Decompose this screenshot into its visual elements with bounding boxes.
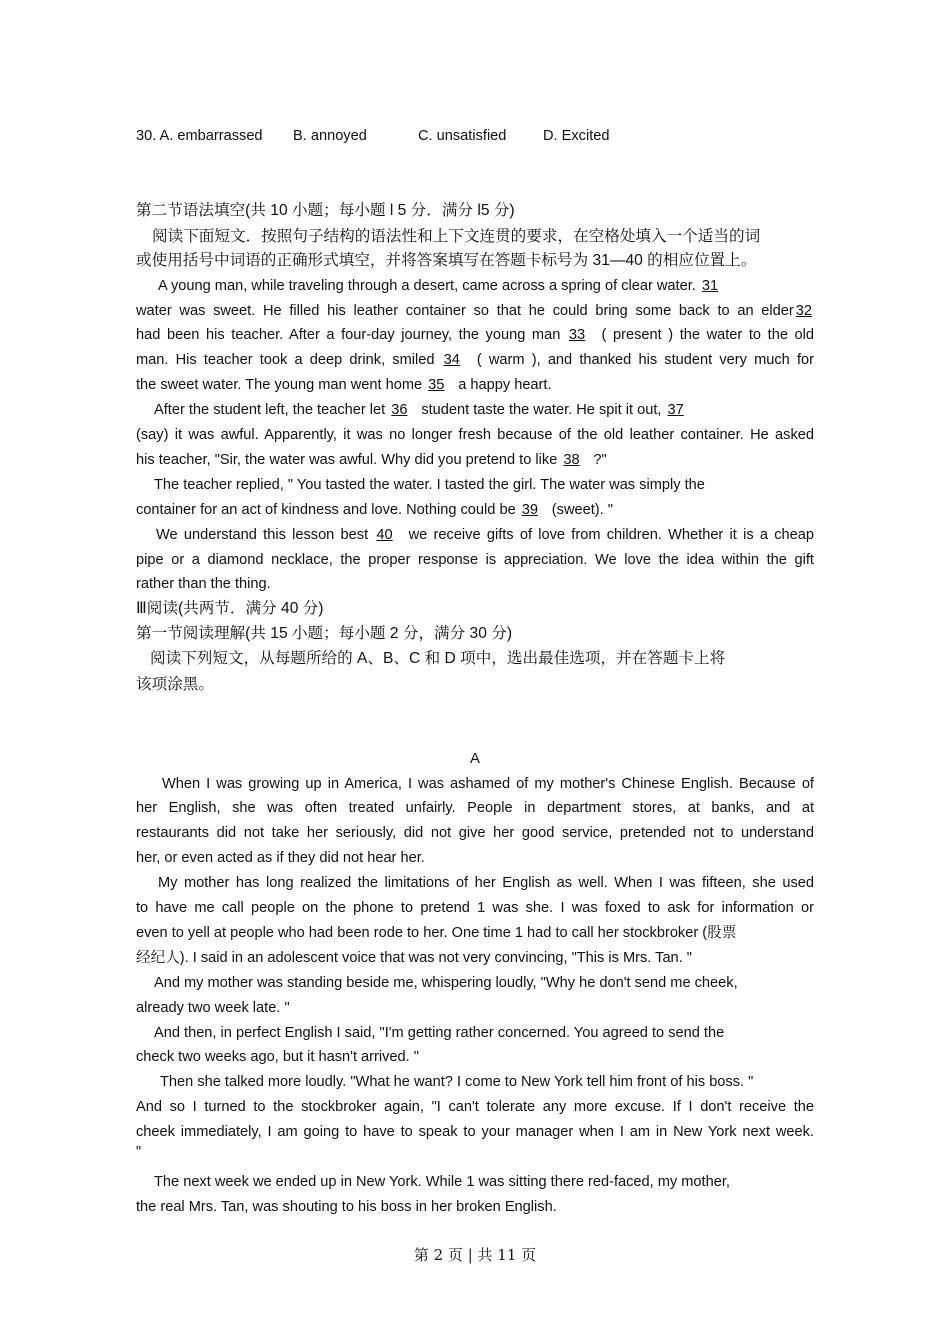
reading-part-heading: Ⅲ阅读(共两节．满分 40 分) bbox=[136, 600, 324, 617]
blank-35[interactable]: 35 bbox=[428, 377, 445, 393]
q30-option-a: 30. A. embarrassed bbox=[136, 128, 263, 144]
grammar-line-10: container for an act of kindness and love. Nothing could be 39 (sweet). " bbox=[136, 502, 613, 518]
grammar-line-7: (say) it was awful. Apparently, it was no longer fresh because of the old leather container. He asked bbox=[136, 427, 814, 443]
passage-line-18: the real Mrs. Tan, was shouting to his boss in her broken English. bbox=[136, 1199, 557, 1215]
grammar-line-9: The teacher replied, " You tasted the water. I tasted the girl. The water was simply the bbox=[154, 477, 705, 493]
grammar-heading: 第二节语法填空(共 10 小题；每小题 l 5 分．满分 l5 分) bbox=[136, 202, 515, 219]
q30-option-d: D. Excited bbox=[543, 128, 610, 144]
passage-line-8: 经纪人). I said in an adolescent voice that was not very convincing, "This is Mrs. Tan. " bbox=[136, 950, 692, 966]
grammar-line-8: his teacher, "Sir, the water was awful. Why did you pretend to like 38 ?" bbox=[136, 452, 607, 468]
passage-line-16: " bbox=[136, 1144, 142, 1160]
passage-line-14: And so I turned to the stockbroker again, "I can't tolerate any more excuse. If I don't receive the bbox=[136, 1099, 814, 1115]
passage-line-13: Then she talked more loudly. "What he want? I come to New York tell him front of his boss. " bbox=[160, 1074, 754, 1090]
blank-38[interactable]: 38 bbox=[563, 452, 580, 468]
grammar-instruction-1: 阅读下面短文．按照句子结构的语法性和上下文连贯的要求，在空格处填入一个适当的词 bbox=[152, 228, 761, 245]
blank-39[interactable]: 39 bbox=[521, 502, 538, 518]
blank-40[interactable]: 40 bbox=[376, 527, 393, 543]
passage-line-12: check two weeks ago, but it hasn't arrived. " bbox=[136, 1049, 419, 1065]
passage-line-11: And then, in perfect English I said, "I'm getting rather concerned. You agreed to send the bbox=[154, 1025, 725, 1041]
reading-section-heading: 第一节阅读理解(共 15 小题；每小题 2 分，满分 30 分) bbox=[136, 625, 513, 642]
passage-line-17: The next week we ended up in New York. While 1 was sitting there red-faced, my mother, bbox=[154, 1174, 730, 1190]
passage-label: A bbox=[470, 751, 480, 767]
grammar-line-11: We understand this lesson best 40 we receive gifts of love from children. Whether it is a cheap bbox=[156, 527, 814, 543]
q30-options bbox=[136, 126, 814, 146]
passage-line-2: her English, she was often treated unfairly. People in department stores, at banks, and at bbox=[136, 800, 814, 816]
page-footer: 第 2 页 | 共 11 页 bbox=[413, 1246, 537, 1264]
blank-33[interactable]: 33 bbox=[568, 327, 586, 343]
q30-option-c: C. unsatisfied bbox=[418, 128, 507, 144]
passage-line-4: her, or even acted as if they did not hear her. bbox=[136, 850, 425, 866]
passage-line-15: cheek immediately, I am going to have to speak to your manager when I am in New York next week. bbox=[136, 1124, 814, 1140]
q30-option-b: B. annoyed bbox=[293, 128, 367, 144]
passage-line-9: And my mother was standing beside me, whispering loudly, "Why he don't send me cheek, bbox=[154, 975, 738, 991]
blank-34[interactable]: 34 bbox=[443, 352, 460, 368]
grammar-line-13: rather than the thing. bbox=[136, 576, 271, 592]
blank-37[interactable]: 37 bbox=[667, 402, 684, 418]
grammar-line-12: pipe or a diamond necklace, the proper response is appreciation. We love the idea within the gift bbox=[136, 552, 814, 568]
grammar-instruction-2: 或使用括号中词语的正确形式填空，并将答案填写在答题卡标号为 31—40 的相应位置上。 bbox=[136, 252, 757, 269]
passage-line-3: restaurants did not take her seriously, did not give her good service, pretended not to understand bbox=[136, 825, 814, 841]
grammar-line-5: the sweet water. The young man went home 35 a happy heart. bbox=[136, 377, 552, 393]
grammar-line-6: After the student left, the teacher let 36 student taste the water. He spit it out, 37 bbox=[136, 400, 814, 420]
passage-line-7: even to yell at people who had been rode to her. One time 1 had to call her stockbroker (股票 bbox=[136, 925, 737, 941]
passage-line-5: My mother has long realized the limitations of her English as well. When I was fifteen, she used bbox=[158, 875, 814, 891]
reading-instruction-2: 该项涂黑。 bbox=[136, 676, 214, 693]
blank-32[interactable]: 32 bbox=[795, 303, 812, 319]
grammar-line-4: man. His teacher took a deep drink, smiled 34 ( warm ), and thanked his student very much for bbox=[136, 352, 814, 368]
passage-line-1: When I was growing up in America, I was ashamed of my mother's Chinese English. Because of bbox=[162, 776, 814, 792]
grammar-line-2: water was sweet. He filled his leather container so that he could bring some back to an elder 32 bbox=[136, 303, 812, 319]
passage-line-10: already two week late. " bbox=[136, 1000, 290, 1016]
grammar-line-3: had been his teacher. After a four-day journey, the young man 33 ( present ) the water to the old bbox=[136, 327, 814, 343]
blank-31[interactable]: 31 bbox=[701, 278, 719, 294]
grammar-line-1: A young man, while traveling through a desert, came across a spring of clear water. 31 bbox=[136, 276, 814, 296]
reading-instruction-1: 阅读下列短文，从每题所给的 A、B、C 和 D 项中，选出最佳选项，并在答题卡上将 bbox=[150, 650, 726, 667]
passage-line-6: to have me call people on the phone to pretend 1 was she. I was foxed to ask for information or bbox=[136, 900, 814, 916]
blank-36[interactable]: 36 bbox=[391, 402, 408, 418]
